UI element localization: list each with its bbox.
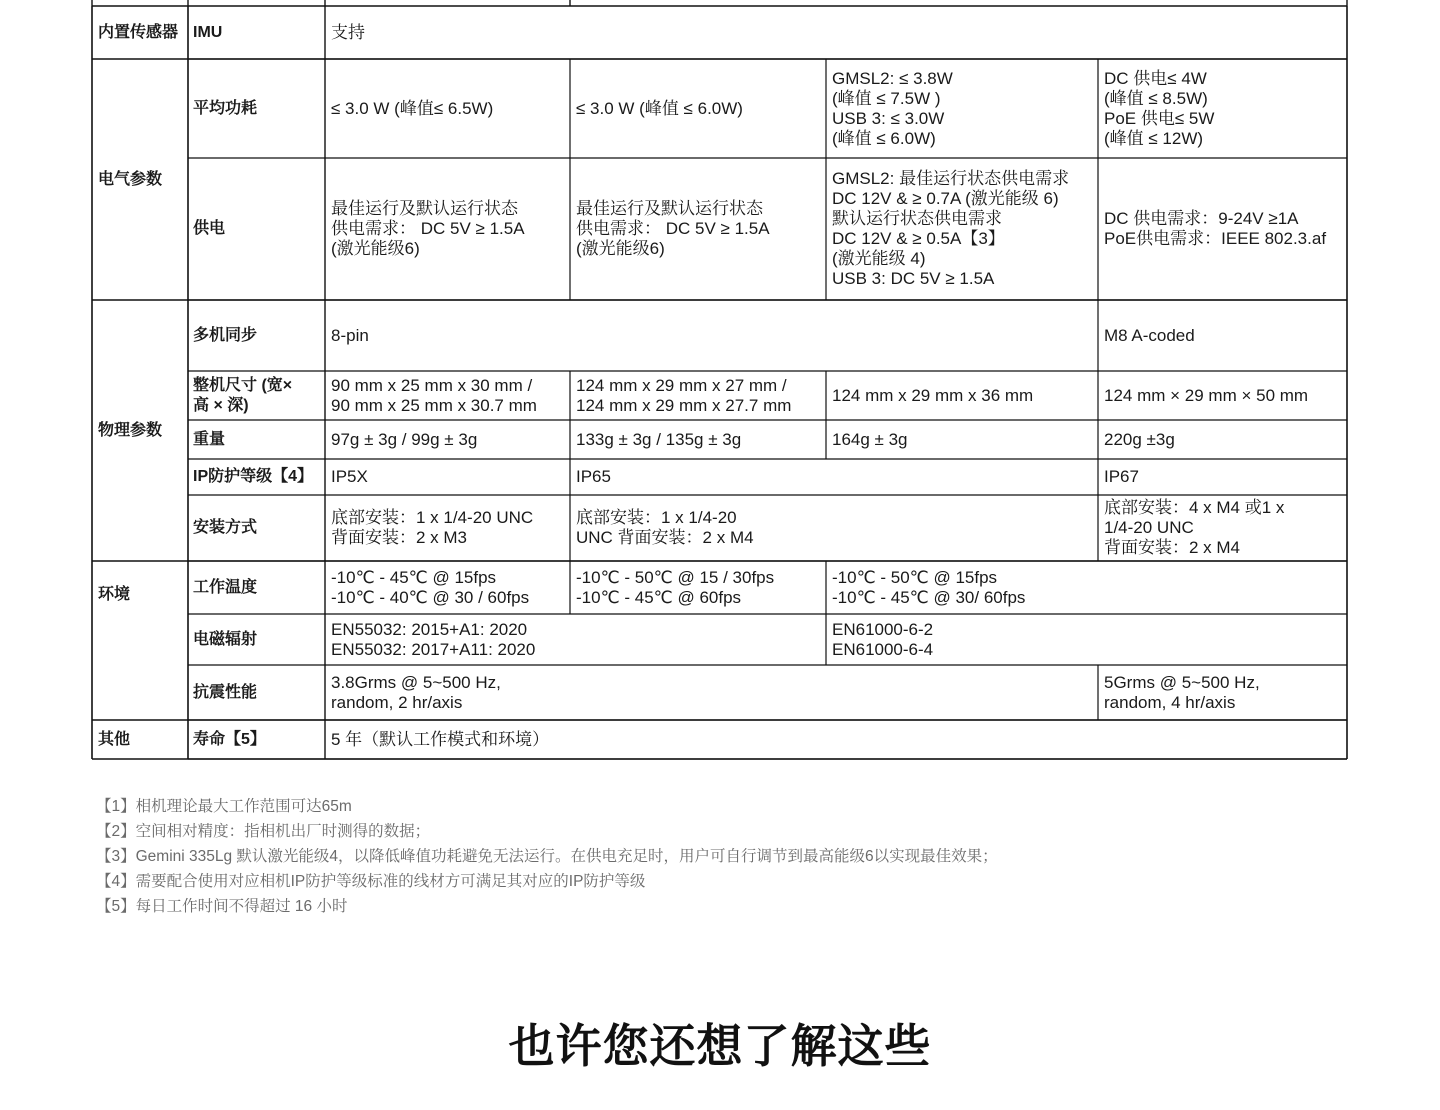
row-label: IP防护等级【4】 [193, 468, 314, 485]
footnote-2: 【2】空间相对精度：指相机出厂时测得的数据； [96, 823, 431, 840]
row-label: 寿命【5】 [193, 730, 266, 748]
spec-cell: -10℃ - 50℃ @ 15fps -10℃ - 45℃ @ 30/ 60fps [832, 567, 1026, 607]
row-label: 电磁辐射 [193, 630, 258, 648]
row-label: 工作温度 [193, 578, 258, 596]
spec-cell: IP5X [331, 467, 368, 486]
spec-cell: ≤ 3.0 W (峰值≤ 6.5W) [331, 98, 494, 118]
spec-cell: -10℃ - 45℃ @ 15fps -10℃ - 40℃ @ 30 / 60fps [331, 567, 530, 607]
footnote-5: 【5】每日工作时间不得超过 16 小时 [96, 898, 348, 915]
spec-cell: 220g ±3g [1104, 429, 1175, 449]
category-sensors: 内置传感器 [98, 23, 179, 41]
spec-cell: 124 mm x 29 mm x 27 mm / 124 mm x 29 mm x 27.7 mm [576, 375, 792, 415]
category-physical: 物理参数 [98, 421, 163, 439]
row-label: 安装方式 [193, 519, 258, 536]
spec-cell: 3.8Grms @ 5~500 Hz, random, 2 hr/axis [331, 672, 501, 712]
spec-cell: 底部安装：1 x 1/4-20 UNC 背面安装：2 x M4 [576, 508, 754, 547]
row-label: 供电 [193, 220, 226, 237]
spec-cell: EN55032: 2015+A1: 2020 EN55032: 2017+A11: 2020 [331, 619, 536, 659]
spec-cell: 124 mm × 29 mm × 50 mm [1104, 385, 1309, 405]
spec-cell: IP67 [1104, 467, 1139, 486]
row-label: IMU [193, 23, 223, 41]
footnotes [96, 794, 1356, 919]
spec-cell: 最佳运行及默认运行状态 供电需求： DC 5V ≥ 1.5A (激光能级6) [331, 199, 525, 258]
spec-cell: GMSL2: 最佳运行状态供电需求 DC 12V & ≥ 0.7A (激光能级 6) 默认运行状态供电需求 DC 12V & ≥ 0.5A【3】 (激光能级 4) USB 3: DC 5V ≥ 1.5A [832, 169, 1070, 288]
spec-cell: DC 供电需求：9-24V ≥1A PoE供电需求：IEEE 802.3.af [1104, 209, 1327, 248]
spec-cell: GMSL2: ≤ 3.8W (峰值 ≤ 7.5W ) USB 3: ≤ 3.0W (峰值 ≤ 6.0W) [832, 68, 953, 148]
spec-cell: DC 供电≤ 4W (峰值 ≤ 8.5W) PoE 供电≤ 5W (峰值 ≤ 12W) [1104, 68, 1215, 148]
spec-cell: 支持 [331, 22, 365, 42]
spec-cell: 124 mm x 29 mm x 36 mm [832, 385, 1034, 405]
category-other: 其他 [98, 730, 131, 748]
row-label: 抗震性能 [193, 683, 258, 701]
row-label: 平均功耗 [193, 99, 258, 117]
footnote-3: 【3】Gemini 335Lg 默认激光能级4，以降低峰值功耗避免无法运行。在供电充足时，用户可自行调节到最高能级6以实现最佳效果； [96, 848, 998, 865]
category-environment: 环境 [98, 586, 131, 603]
spec-cell: 8-pin [331, 325, 369, 345]
spec-cell: ≤ 3.0 W (峰值 ≤ 6.0W) [576, 98, 743, 118]
footnote-4: 【4】需要配合使用对应相机IP防护等级标准的线材方可满足其对应的IP防护等级 [96, 873, 646, 890]
footnote-1: 【1】相机理论最大工作范围可达65m [96, 798, 352, 815]
category-electrical: 电气参数 [98, 170, 163, 188]
spec-cell: EN61000-6-2 EN61000-6-4 [832, 619, 934, 659]
spec-cell: 底部安装：1 x 1/4-20 UNC 背面安装：2 x M3 [331, 508, 534, 547]
related-section-title: 也许您还想了解这些 [508, 1020, 932, 1072]
spec-cell: 133g ± 3g / 135g ± 3g [576, 429, 742, 449]
spec-cell: 97g ± 3g / 99g ± 3g [331, 429, 478, 449]
row-label: 重量 [193, 430, 226, 448]
spec-cell: 5Grms @ 5~500 Hz, random, 4 hr/axis [1104, 672, 1260, 712]
spec-cell: 164g ± 3g [832, 429, 908, 449]
spec-cell: 最佳运行及默认运行状态 供电需求： DC 5V ≥ 1.5A (激光能级6) [576, 199, 770, 258]
row-label: 多机同步 [193, 326, 258, 344]
spec-cell: 90 mm x 25 mm x 30 mm / 90 mm x 25 mm x 30.7 mm [331, 375, 537, 415]
spec-cell: -10℃ - 50℃ @ 15 / 30fps -10℃ - 45℃ @ 60fps [576, 567, 775, 607]
row-label: 整机尺寸 (宽× 高 × 深) [193, 376, 293, 414]
spec-cell: 底部安装：4 x M4 或1 x 1/4-20 UNC 背面安装：2 x M4 [1104, 498, 1285, 557]
spec-cell: IP65 [576, 467, 611, 486]
spec-cell: 5 年（默认工作模式和环境） [331, 729, 550, 749]
spec-cell: M8 A-coded [1104, 325, 1195, 345]
